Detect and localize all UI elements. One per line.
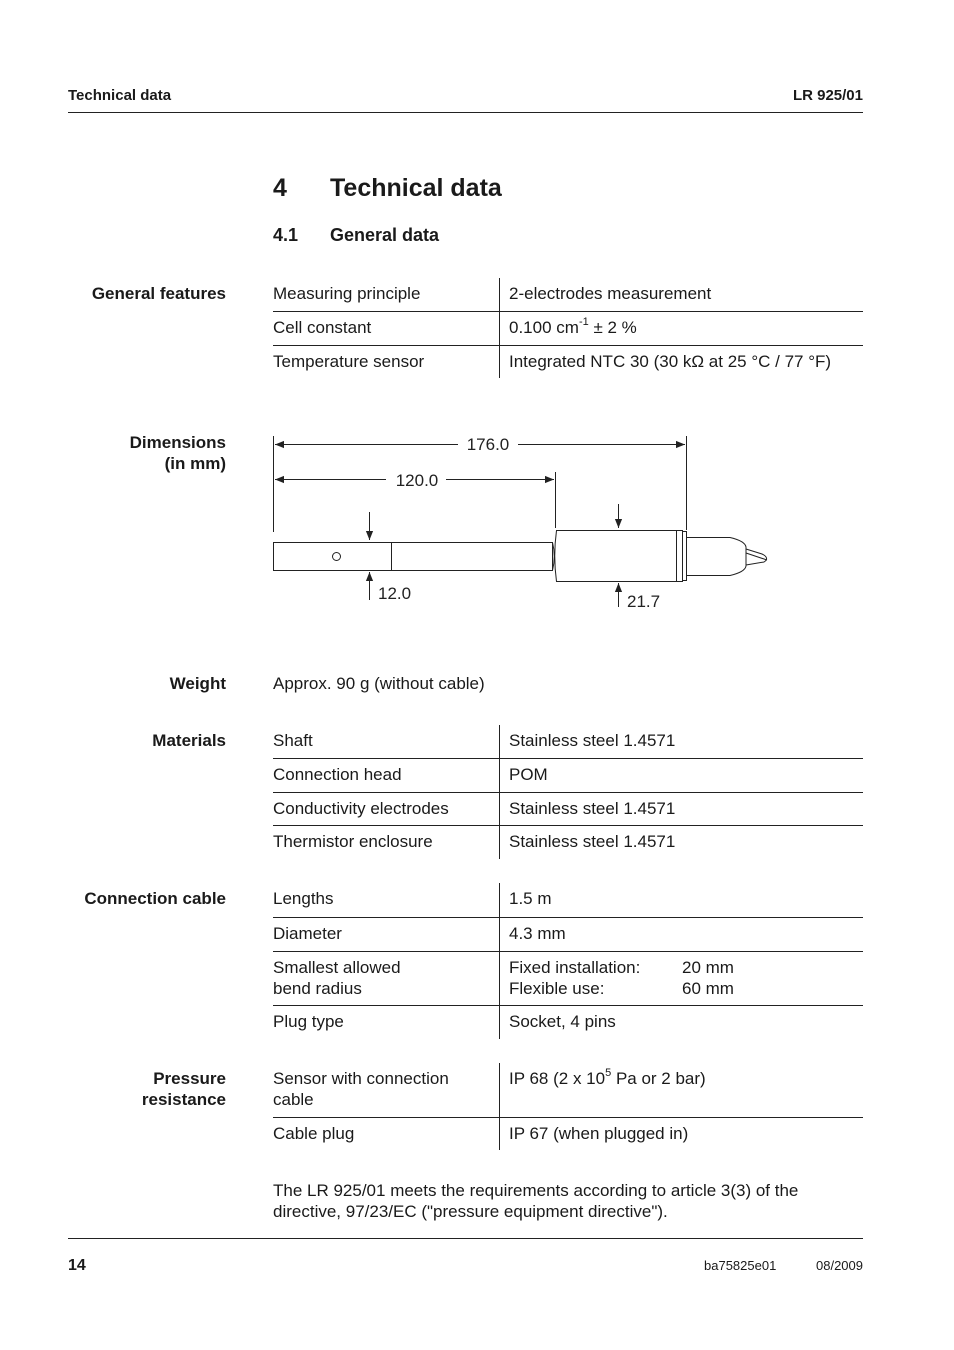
pressure-resistance-label — [60, 1068, 226, 1110]
materials-table — [273, 725, 863, 859]
value-text: IP 68 (2 x 10 — [509, 1069, 606, 1088]
value-text: 0.100 cm — [509, 317, 579, 337]
spec-value — [500, 951, 864, 1005]
value-text: Pa or 2 bar) — [611, 1069, 706, 1088]
spec-key: Cell constant — [273, 311, 500, 345]
spec-key-line: cable — [273, 1090, 314, 1109]
section-number: 4.1 — [273, 225, 299, 245]
table-row — [273, 1117, 863, 1150]
spec-key: Plug type — [273, 1005, 500, 1039]
spec-value: Stainless steel 1.4571 — [500, 725, 864, 758]
table-row — [273, 951, 863, 1005]
spec-key-line: Smallest allowed — [273, 957, 401, 977]
table-row — [273, 1063, 863, 1117]
connection-cable-table — [273, 883, 863, 1039]
pressure-resistance-table — [273, 1063, 863, 1150]
compliance-note-line: directive, 97/23/EC ("pressure equipment directive"). — [273, 1202, 668, 1221]
spec-value: Integrated NTC 30 (30 kΩ at 25 °C / 77 °F) — [500, 345, 864, 378]
bend-radius-fixed-label: Fixed installation: — [509, 957, 641, 977]
dimension-shaft-label: 120.0 — [395, 471, 439, 490]
spec-key: Lengths — [273, 889, 334, 908]
head-ring — [683, 532, 687, 581]
spec-value: Stainless steel 1.4571 — [500, 792, 864, 825]
running-header-model: LR 925/01 — [792, 87, 863, 104]
table-row — [273, 725, 863, 758]
dimensions-label-line1: Dimensions — [129, 433, 226, 452]
spec-key: Connection head — [273, 758, 500, 792]
bend-radius-flexible-value: 60 mm — [682, 978, 734, 998]
section-title: General data — [330, 225, 440, 245]
spec-key: Cable plug — [273, 1117, 500, 1150]
cable-stub — [746, 549, 767, 565]
dimensions-label-line2: (in mm) — [164, 454, 226, 473]
spec-value: 1.5 m — [500, 883, 864, 917]
probe-shaft — [392, 543, 553, 571]
weight-label: Weight — [169, 674, 226, 693]
general-features-label: General features — [91, 284, 226, 303]
table-row — [273, 917, 863, 951]
pressure-resistance-label-line1: Pressure — [153, 1069, 226, 1088]
materials-label: Materials — [152, 731, 226, 750]
value-superscript: -1 — [578, 315, 589, 328]
spec-key-line: Sensor with connection — [273, 1069, 449, 1088]
weight-value: Approx. 90 g (without cable) — [273, 674, 485, 693]
spec-value: POM — [500, 758, 864, 792]
thermistor-marker — [333, 553, 341, 561]
spec-key: Diameter — [273, 917, 500, 951]
spec-value: Stainless steel 1.4571 — [500, 825, 864, 859]
spec-key-line: bend radius — [273, 978, 362, 998]
compliance-note — [273, 1180, 798, 1222]
spec-key: Measuring principle — [273, 284, 421, 303]
table-row — [273, 1005, 863, 1039]
running-header-title: Technical data — [68, 87, 172, 104]
bend-radius-fixed — [509, 957, 863, 978]
spec-key: Shaft — [273, 731, 313, 750]
dimension-drawing — [0, 0, 954, 640]
spec-key: Conductivity electrodes — [273, 792, 500, 825]
dimension-head-diameter-label: 21.7 — [627, 592, 661, 611]
cable-stub — [746, 553, 767, 560]
connection-cable-label: Connection cable — [84, 889, 226, 908]
bend-radius-flexible — [509, 978, 863, 999]
table-row — [273, 883, 863, 917]
value-text: ± 2 % — [588, 317, 637, 337]
document-date: 08/2009 — [816, 1258, 863, 1273]
chapter-number: 4 — [273, 174, 287, 202]
footer-rule — [68, 1238, 863, 1239]
pressure-resistance-label-line2: resistance — [141, 1090, 226, 1109]
spec-value: 4.3 mm — [500, 917, 864, 951]
bend-radius-flexible-label: Flexible use: — [509, 978, 605, 998]
dimension-total-label: 176.0 — [466, 435, 510, 454]
spec-value: IP 67 (when plugged in) — [500, 1117, 864, 1150]
spec-key — [273, 1063, 500, 1117]
dimension-shaft-diameter-label: 12.0 — [378, 584, 412, 603]
spec-value — [500, 1063, 864, 1117]
compliance-note-line: The LR 925/01 meets the requirements according to article 3(3) of the — [273, 1181, 799, 1200]
table-row — [273, 758, 863, 792]
spec-value: Socket, 4 pins — [500, 1005, 864, 1039]
spec-key: Temperature sensor — [273, 345, 500, 378]
strain-relief — [687, 538, 747, 576]
document-id: ba75825e01 — [704, 1258, 777, 1273]
page-number: 14 — [68, 1257, 86, 1274]
bend-radius-fixed-value: 20 mm — [682, 957, 734, 977]
table-row — [273, 825, 863, 859]
spec-value: 2-electrodes measurement — [500, 278, 864, 311]
table-row — [273, 792, 863, 825]
value-superscript: 5 — [605, 1067, 612, 1079]
head-ring — [677, 531, 683, 582]
spec-key: Thermistor enclosure — [273, 825, 500, 859]
spec-key — [273, 951, 500, 1005]
connection-head — [555, 531, 677, 582]
chapter-title: Technical data — [330, 174, 502, 202]
